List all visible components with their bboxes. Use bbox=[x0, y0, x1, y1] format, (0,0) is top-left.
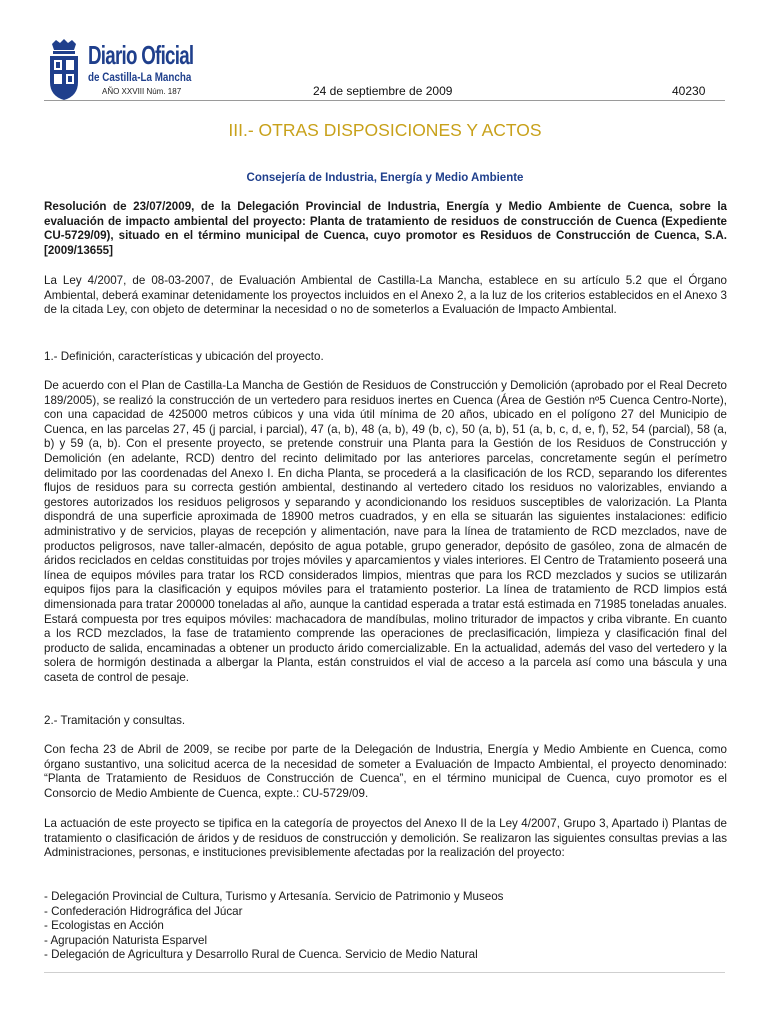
issue-number: AÑO XXVIII Núm. 187 bbox=[102, 87, 182, 96]
list-item: - Delegación de Agricultura y Desarrollo Rural de Cuenca. Servicio de Medio Natural bbox=[44, 948, 478, 962]
page-number: 40230 bbox=[672, 84, 706, 98]
footer-rule bbox=[44, 972, 725, 973]
list-item: - Delegación Provincial de Cultura, Turismo y Artesanía. Servicio de Patrimonio y Museos bbox=[44, 890, 504, 903]
intro-paragraph: La Ley 4/2007, de 08-03-2007, de Evaluación Ambiental de Castilla-La Mancha, establece en su artículo 5.2 que el Órgano Ambiental, deberá examinar detenidamente los proyectos incluidos en el Anexo 2, a la luz de los criterios establecidos en el Anexo 3 de la citada Ley, con objeto de determinar la necesidad o no de someterlos a Evaluación de Impacto Ambiental. bbox=[44, 274, 727, 317]
consultations-paragraph: La actuación de este proyecto se tipifica en la categoría de proyectos del Anexo II de la Ley 4/2007, Grupo 3, Apartado i) Plantas de tratamiento o clasificación de áridos y de residuos de construcción y demolición. Se realizaron las siguientes consultas previas a las Administraciones, personas, e instituciones previsiblemente afectadas por la realización del proyecto: bbox=[44, 817, 727, 860]
brand-subtitle: de Castilla-La Mancha bbox=[88, 70, 192, 84]
list-item: - Agrupación Naturista Esparvel bbox=[44, 933, 208, 947]
section-heading-2: 2.- Tramitación y consultas. bbox=[44, 714, 186, 727]
brand-title: Diario Oficial bbox=[88, 40, 194, 70]
list-item: - Confederación Hidrográfica del Júcar bbox=[44, 904, 243, 918]
publication-date: 24 de septiembre de 2009 bbox=[313, 84, 453, 98]
coat-of-arms-icon bbox=[44, 38, 84, 102]
section-title: III.- OTRAS DISPOSICIONES Y ACTOS bbox=[228, 120, 542, 140]
consulted-list bbox=[44, 890, 727, 963]
list-item: - Ecologistas en Acción bbox=[44, 919, 164, 933]
header-rule bbox=[44, 100, 725, 101]
section-heading-1: 1.- Definición, características y ubicación del proyecto. bbox=[44, 350, 324, 363]
department-name: Consejería de Industria, Energía y Medio Ambiente bbox=[246, 172, 524, 184]
resolution-title: Resolución de 23/07/2009, de la Delegación Provincial de Industria, Energía y Medio Ambiente de Cuenca, sobre la evaluación de impacto ambiental del proyecto: Planta de tratamiento de residuos de construcción de Cuenca (Expediente CU-5729/09), situado en el término municipal de Cuenca, cuyo promotor es Residuos de Construcción de Cuenca, S.A. [2009/13655] bbox=[44, 200, 727, 257]
procedure-paragraph: Con fecha 23 de Abril de 2009, se recibe por parte de la Delegación de Industria, Energía y Medio Ambiente en Cuenca, como órgano sustantivo, una solicitud acerca de la necesidad de someter a Evaluación de Impacto Ambiental, el proyecto denominado: “Planta de Tratamiento de Residuos de Construcción de Cuenca”, en el término municipal de Cuenca, cuyo promotor es el Consorcio de Medio Ambiente de Cuenca, expte.: CU-5729/09. bbox=[44, 743, 727, 800]
description-paragraph: De acuerdo con el Plan de Castilla-La Mancha de Gestión de Residuos de Construcción y Demolición (aprobado por el Real Decreto 189/2005), se realizó la construcción de un vertedero para residuos inertes en Cuenca (Área de Gestión nº5 Cuenca Centro-Norte), con una capacidad de 425000 metros cúbicos y una vida útil mínima de 20 años, ubicado en el polígono 27 del Municipio de Cuenca, en las parcelas 27, 45 (j parcial, i parcial), 47 (a, b), 48 (a, b), 49 (b, c), 50 (a, b), 51 (a, b, c, d, e, f), 52, 54 (parcial), 58 (a, b) y 59 (a, b). Con el presente proyecto, se pretende construir una Planta para la Gestión de los Residuos de Construcción y Demolición (en adelante, RCD) dentro del recinto delimitado por las anteriores parcelas, concretamente según el perímetro delimitado por las coordenadas del Anexo I. En dicha Planta, se procederá a la clasificación de los RCD, separando los diferentes flujos de residuos para su correcta gestión ambiental, destinando al vertedero citado los residuos no valorizables, enviando a gestores autorizados los residuos peligrosos y separando y acondicionando los residuos susceptibles de valorización. La Planta dispondrá de una superficie aproximada de 18900 metros cuadrados, y en ella se situarán las siguientes instalaciones: edificio administrativo y de servicios, playas de recepción y alimentación, nave para la línea de tratamiento de RCD mezclados, nave de productos peligrosos, nave taller-almacén, depósito de agua potable, grupo generador, depósito de gasóleo, zona de almacén de áridos reciclados en celdas constituidas por trojes móviles y aparcamientos y viales interiores. El Centro de Tratamiento poseerá una línea de equipos móviles para tratar los RCD considerados limpios, mientras que para los RCD mezclados y sucios se utilizarán equipos fijos para la clasificación y equipos móviles para el tratamiento posterior. La línea de tratamiento de RCD limpios está dimensionada para tratar 200000 toneladas al año, aunque la cantidad esperada a tratar está estimada en 71985 toneladas anuales. Estará compuesta por tres equipos móviles: machacadora de mandíbulas, molino triturador de impactos y criba vibrante. En cuanto a los RCD mezclados, la fase de tratamiento comprende las operaciones de preclasificación, limpieza y clasificación final del producto de salida, encaminadas a obtener un producto árido comercializable. En la actualidad, además del vaso del vertedero y la solera de hormigón destinada a albergar la Planta, están construidos el vial de acceso a la parcela así como una báscula y una caseta de control de pesaje. bbox=[44, 379, 727, 684]
